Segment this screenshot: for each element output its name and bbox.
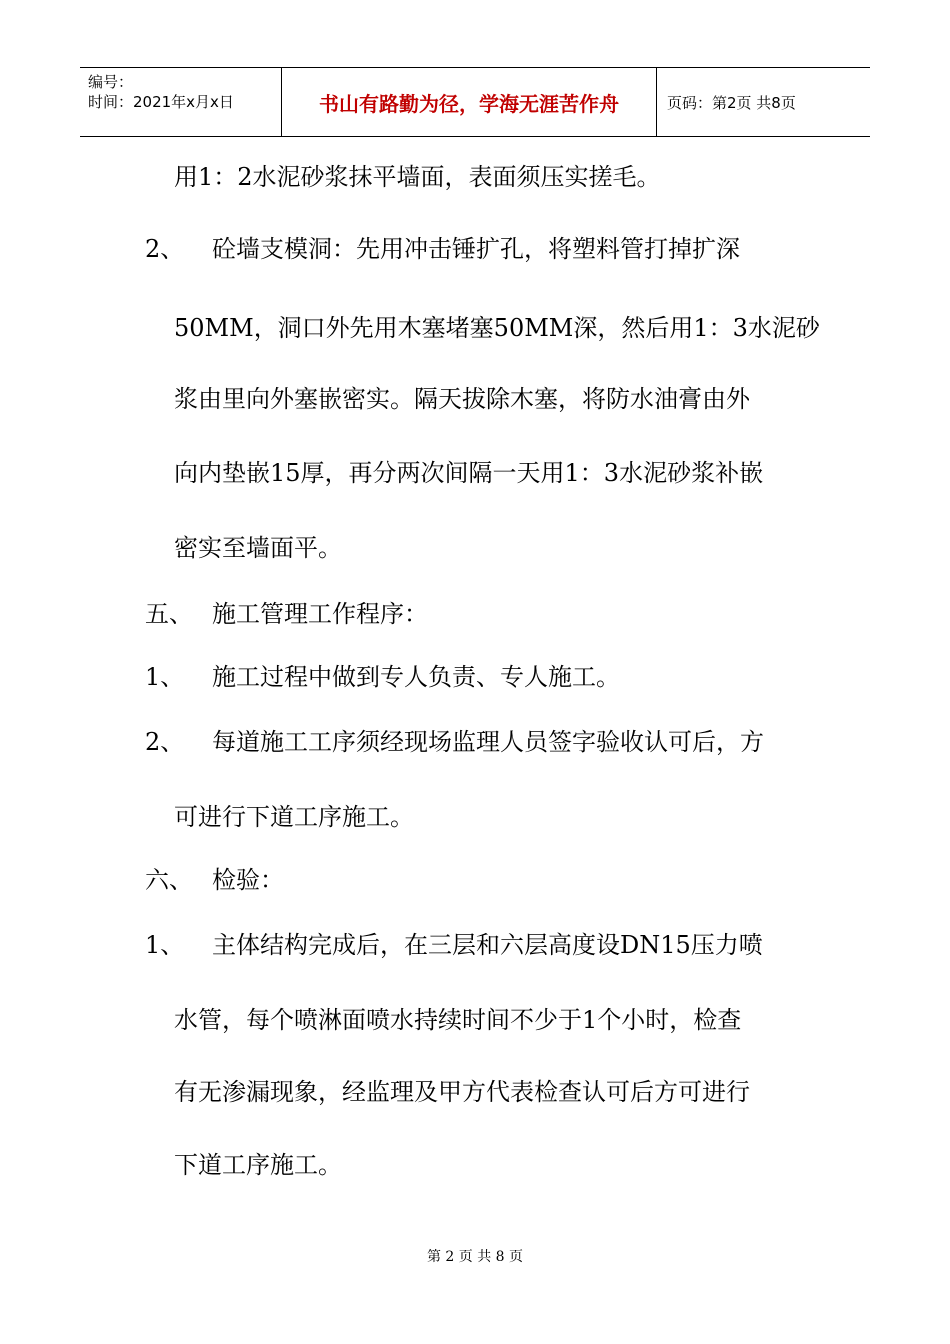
line-text: 水管，每个喷淋面喷水持续时间不少于1个小时，检查 [174,1006,742,1034]
document-date: 时间：2021年x月x日 [88,93,234,111]
section-number: 六、 [145,866,193,894]
section-title: 检验： [212,866,284,894]
line-text: 向内垫嵌15厚，再分两次间隔一天用1：3水泥砂浆补嵌 [174,459,764,487]
line-number: 1、 [145,663,185,691]
line-text: 可进行下道工序施工。 [174,803,414,831]
line-text: 密实至墙面平。 [174,534,342,562]
page-footer: 第 2 页 共 8 页 [426,1249,524,1265]
page-header [80,67,870,137]
document-number-label: 编号： [88,73,134,91]
header-meta [80,68,282,136]
line-text: 50MM，洞口外先用木塞堵塞50MM深，然后用1：3水泥砂 [174,314,820,342]
line-text: 每道施工工序须经现场监理人员签字验收认可后，方 [212,728,764,756]
line-text: 施工过程中做到专人负责、专人施工。 [212,663,620,691]
line-number: 2、 [145,235,185,263]
line-text: 砼墙支模洞：先用冲击锤扩孔，将塑料管打掉扩深 [212,235,740,263]
section-number: 五、 [145,600,193,628]
header-motto: 书山有路勤为径，学海无涯苦作舟 [282,68,657,136]
header-page-info: 页码：第2页 共8页 [667,93,796,112]
line-text: 下道工序施工。 [174,1151,342,1179]
line-text: 主体结构完成后，在三层和六层高度设DN15压力喷 [212,931,763,959]
section-title: 施工管理工作程序： [212,600,428,628]
line-number: 1、 [145,931,185,959]
line-text: 用1：2水泥砂浆抹平墙面，表面须压实搓毛。 [174,163,661,191]
line-text: 浆由里向外塞嵌密实。隔天拔除木塞，将防水油膏由外 [174,385,750,413]
line-number: 2、 [145,728,185,756]
line-text: 有无渗漏现象，经监理及甲方代表检查认可后方可进行 [174,1078,750,1106]
